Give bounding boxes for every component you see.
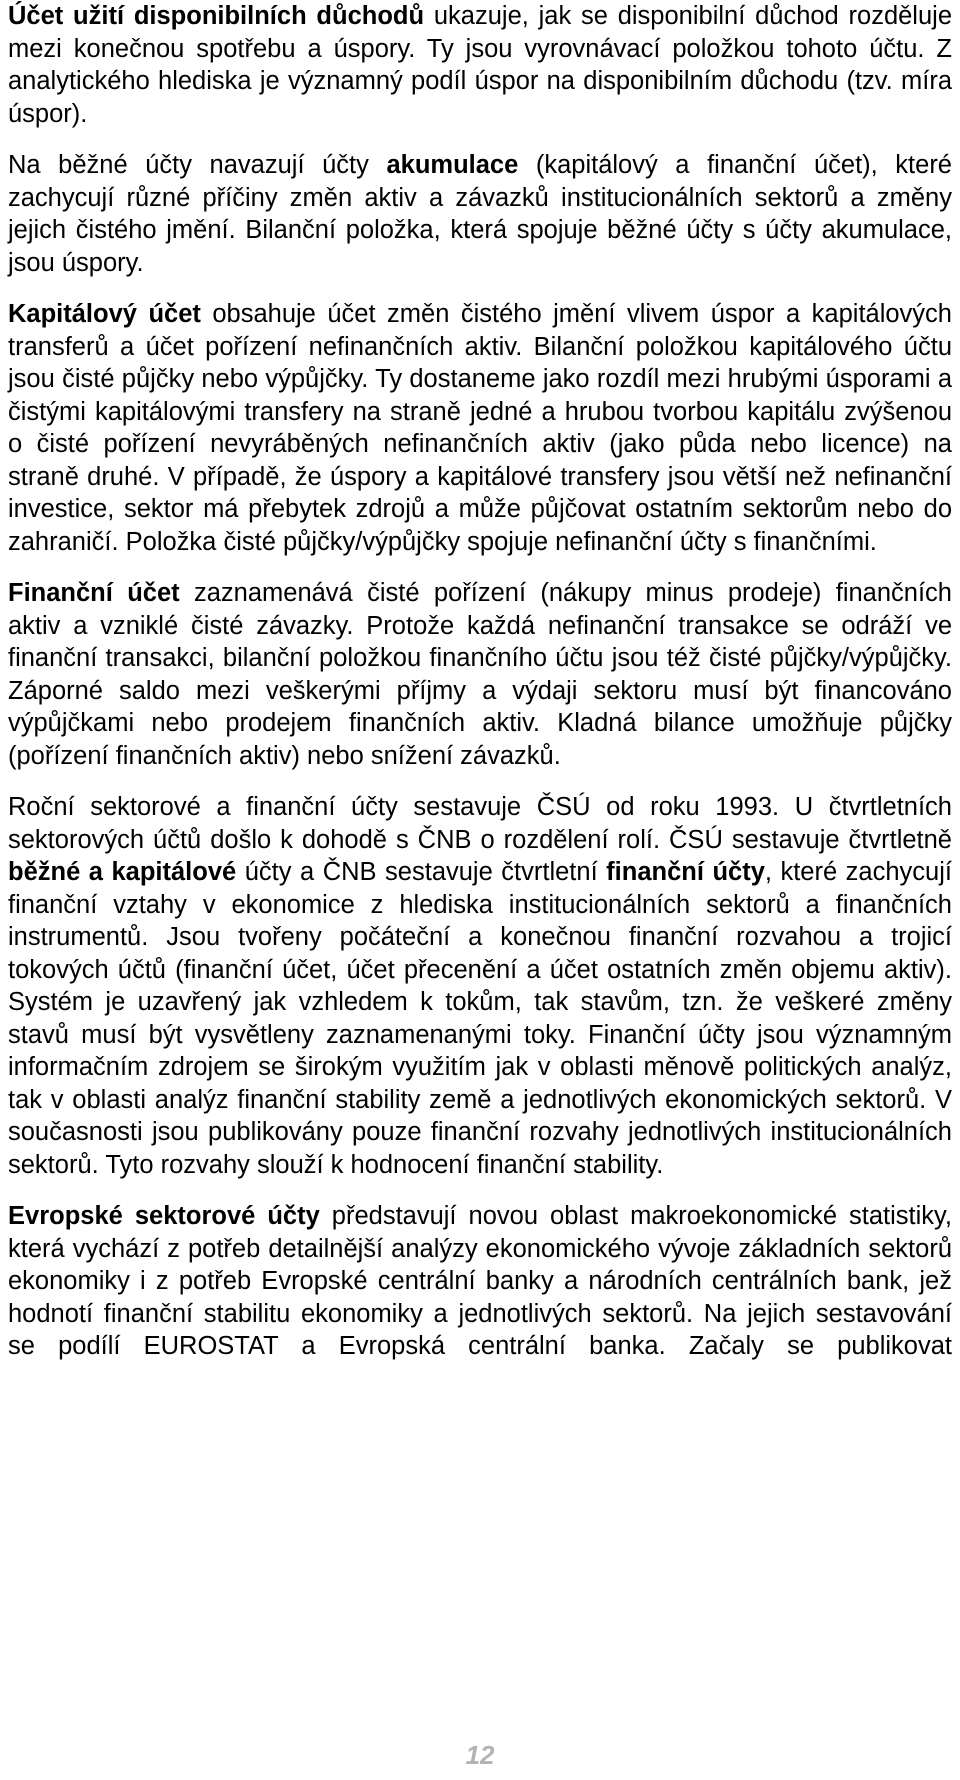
term-disposable-income-account: Účet užití disponibilních důchodů <box>8 2 425 30</box>
paragraph-text: účty a ČNB sestavuje čtvrtletní <box>236 858 607 886</box>
term-accumulation: akumulace <box>386 151 519 179</box>
paragraph-text: Na běžné účty navazují účty <box>8 151 387 179</box>
paragraph-text: představují novou oblast makroekonomické statistiky, která vychází z potřeb detailnější analýzy ekonomického vývoje základních sektorů ekonomiky i z potřeb Evropské centrální banky a národních centrálních bank, jež hodnotí finanční stabilitu ekonomiky a jednotlivých sektorů. Na jejich sestavování se podílí EUROSTAT a Evropská centrální banka. Začaly se publikovat <box>8 1202 952 1360</box>
document-page <box>8 0 952 1382</box>
paragraph-text: ukazuje, jak se disponibilní důchod rozděluje mezi konečnou spotřebu a úspory. Ty jsou vyrovnávací položkou tohoto účtu. Z analytického hlediska je významný podíl úspor na disponibilním důchodu (tzv. míra úspor). <box>8 2 952 128</box>
paragraph-text: (kapitálový a finanční účet), které zachycují různé příčiny změn aktiv a závazků institucionálních sektorů a změny jejich čistého jmění. Bilanční položka, která spojuje běžné účty s účty akumulace, jsou úspory. <box>8 151 952 277</box>
paragraph-text: obsahuje účet změn čistého jmění vlivem úspor a kapitálových transferů a účet pořízení nefinančních aktiv. Bilanční položkou kapitálového účtu jsou čisté půjčky nebo výpůjčky. Ty dostaneme jako rozdíl mezi hrubými úsporami a čistými kapitálovými transfery na straně jedné a hrubou tvorbou kapitálu zvýšenou o čisté pořízení nevyráběných nefinančních aktiv (jako půda nebo licence) na straně druhé. V případě, že úspory a kapitálové transfery jsou větší než nefinanční investice, sektor má přebytek zdrojů a může půjčovat ostatním sektorům nebo do zahraničí. Položka čisté půjčky/výpůjčky spojuje nefinanční účty s finančními. <box>8 300 952 556</box>
term-european-sector-accounts: Evropské sektorové účty <box>8 1202 320 1230</box>
term-current-and-capital: běžné a kapitálové <box>8 858 237 886</box>
paragraph-annual-sector-accounts <box>8 791 952 1181</box>
paragraph-text: , které zachycují finanční vztahy v ekonomice z hlediska institucionálních sektorů a finančních instrumentů. Jsou tvořeny počáteční a konečnou finanční rozvahou a trojicí tokových účtů (finanční účet, účet přecenění a účet ostatních změn objemu aktiv). Systém je uzavřený jak vzhledem k tokům, tak stavům, tzn. že veškeré změny stavů musí být vysvětleny zaznamenanými toky. Finanční účty jsou významným informačním zdrojem se širokým využitím jak v oblasti měnově politických analýz, tak v oblasti analýz finanční stability země a jednotlivých ekonomických sektorů. V současnosti jsou publikovány pouze finanční rozvahy jednotlivých institucionálních sektorů. Tyto rozvahy slouží k hodnocení finanční stability. <box>8 858 952 1179</box>
paragraph-text: zaznamenává čisté pořízení (nákupy minus prodeje) finančních aktiv a vzniklé čisté závazky. Protože každá nefinanční transakce se odráží ve finanční transakci, bilanční položkou finančního účtu jsou též čisté půjčky/výpůjčky. Záporné saldo mezi veškerými příjmy a výdaji sektoru musí být financováno výpůjčkami nebo prodejem finančních aktiv. Kladná bilance umožňuje půjčky (pořízení finančních aktiv) nebo snížení závazků. <box>8 579 952 770</box>
term-financial-accounts: finanční účty <box>606 858 765 886</box>
paragraph-disposable-income-account <box>8 0 952 130</box>
page-number: 12 <box>465 1740 495 1770</box>
paragraph-accumulation-accounts <box>8 149 952 279</box>
paragraph-text: Roční sektorové a finanční účty sestavuje ČSÚ od roku 1993. U čtvrtletních sektorových účtů došlo k dohodě s ČNB o rozdělení rolí. ČSÚ sestavuje čtvrtletně <box>8 793 952 854</box>
term-financial-account: Finanční účet <box>8 579 180 607</box>
term-capital-account: Kapitálový účet <box>8 300 201 328</box>
paragraph-european-sector-accounts <box>8 1200 952 1363</box>
paragraph-financial-account <box>8 577 952 772</box>
paragraph-capital-account <box>8 298 952 558</box>
